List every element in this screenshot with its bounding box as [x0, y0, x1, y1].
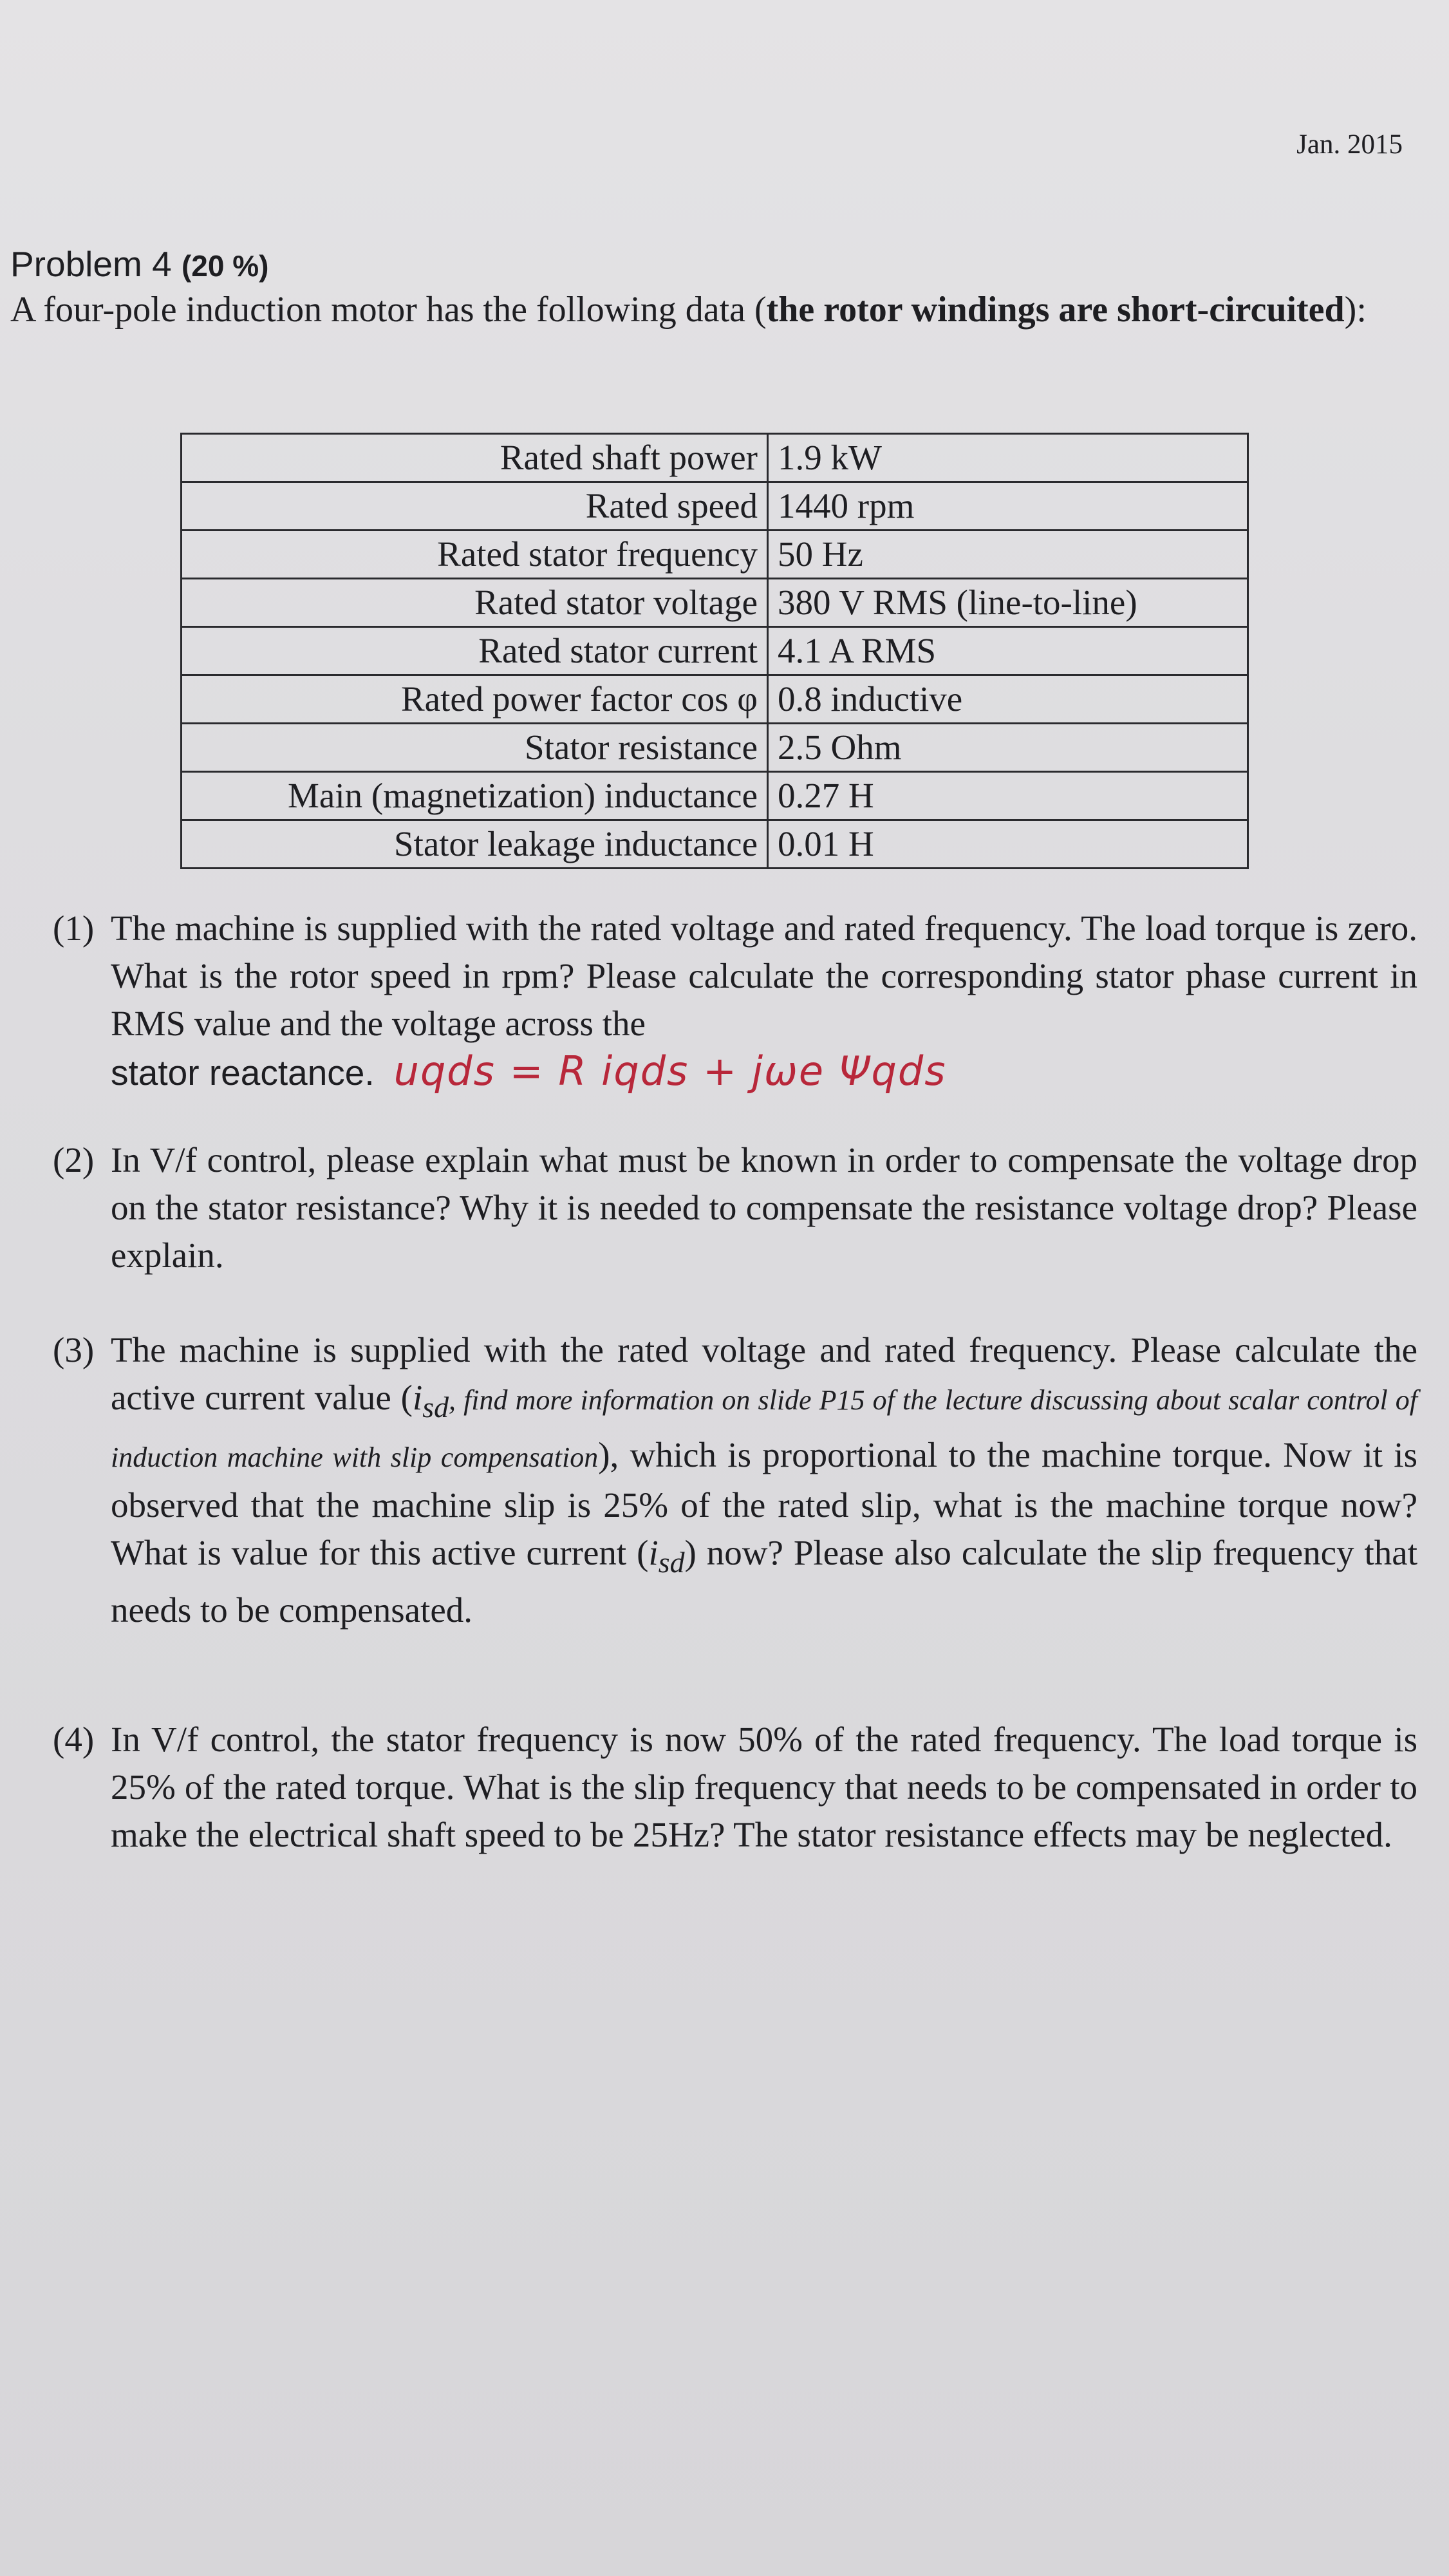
question-3 — [53, 1326, 1417, 1634]
row-value: 0.8 inductive — [768, 675, 1248, 724]
table-row — [182, 820, 1248, 869]
question-number: (4) — [53, 1720, 95, 1759]
table-row — [182, 434, 1248, 482]
table-row — [182, 627, 1248, 675]
row-value: 1440 rpm — [768, 482, 1248, 531]
question-number: (1) — [53, 908, 95, 948]
intro-bold-text: the rotor windings are short-circuited — [766, 290, 1345, 330]
row-value: 0.27 H — [768, 772, 1248, 820]
row-label: Rated power factor cos φ — [182, 675, 768, 724]
subscript-text: sd — [422, 1391, 449, 1424]
question-4 — [53, 1716, 1417, 1859]
table-row — [182, 772, 1248, 820]
question-2 — [53, 1136, 1417, 1279]
question-text: In V/f control, please explain what must be known in order to compensate the voltage drop on the stator resistance? Why it is needed to compensate the resistance voltage drop? Please explain. — [111, 1140, 1417, 1275]
row-value: 380 V RMS (line-to-line) — [768, 579, 1248, 627]
problem-weight: (20 %) — [181, 249, 269, 283]
row-label: Rated stator frequency — [182, 531, 768, 579]
row-value: 2.5 Ohm — [768, 724, 1248, 772]
row-label: Main (magnetization) inductance — [182, 772, 768, 820]
lecture-reference: , find more information on slide P15 of the lecture discussing about scalar control of induction machine with slip compensation — [111, 1384, 1418, 1473]
question-text: The machine is supplied with the rated voltage and rated frequency. Please calculate the active current value ( — [111, 1330, 1417, 1417]
row-value: 0.01 H — [768, 820, 1248, 869]
table-row — [182, 675, 1248, 724]
intro-end: ): — [1344, 290, 1367, 330]
row-value: 50 Hz — [768, 531, 1248, 579]
problem-title — [10, 243, 268, 285]
question-text: The machine is supplied with the rated voltage and rated frequency. The load torque is zero. What is the rotor speed in rpm? Please calculate the corresponding stator phase current in RMS value and the voltage across the — [111, 908, 1417, 1043]
problem-number: Problem 4 — [10, 244, 172, 284]
question-number: (3) — [53, 1330, 95, 1369]
question-text: ) now? Please also calculate the slip frequency that needs to be compensated. — [111, 1533, 1417, 1630]
intro-text: A four-pole induction motor has the following data ( — [10, 290, 767, 330]
row-label: Rated stator current — [182, 627, 768, 675]
row-label: Rated shaft power — [182, 434, 768, 482]
table-row — [182, 531, 1248, 579]
motor-data-table — [180, 433, 1249, 869]
table-row — [182, 579, 1248, 627]
date-header: Jan. 2015 — [1296, 129, 1403, 160]
question-text: In V/f control, the stator frequency is now 50% of the rated frequency. The load torque is 25% of the rated torque. What is the slip frequency that needs to be compensated in order to make the electrical shaft speed to be 25Hz? The stator resistance effects may be neglected. — [111, 1720, 1417, 1854]
table-row — [182, 724, 1248, 772]
question-text: ), which is proportional to the machine torque. Now it is observed that the machine slip is 25% of the rated slip, what is the machine torque now? What is value for this active current ( — [111, 1435, 1417, 1572]
row-label: Stator leakage inductance — [182, 820, 768, 869]
row-label: Rated speed — [182, 482, 768, 531]
subscript-text: sd — [658, 1546, 685, 1579]
row-value: 4.1 A RMS — [768, 627, 1248, 675]
current-subscript — [659, 1546, 685, 1579]
problem-intro — [10, 287, 1420, 333]
handwritten-equation: uqds = R iqds + jωe Ψqds — [393, 1048, 947, 1095]
current-symbol: i — [648, 1533, 659, 1572]
row-label: Stator resistance — [182, 724, 768, 772]
table-row — [182, 482, 1248, 531]
row-label: Rated stator voltage — [182, 579, 768, 627]
question-1 — [53, 905, 1417, 1097]
question-number: (2) — [53, 1140, 95, 1180]
question-tail: stator reactance. — [111, 1053, 375, 1093]
current-symbol: i — [412, 1378, 423, 1417]
current-subscript — [422, 1391, 449, 1424]
row-value: 1.9 kW — [768, 434, 1248, 482]
